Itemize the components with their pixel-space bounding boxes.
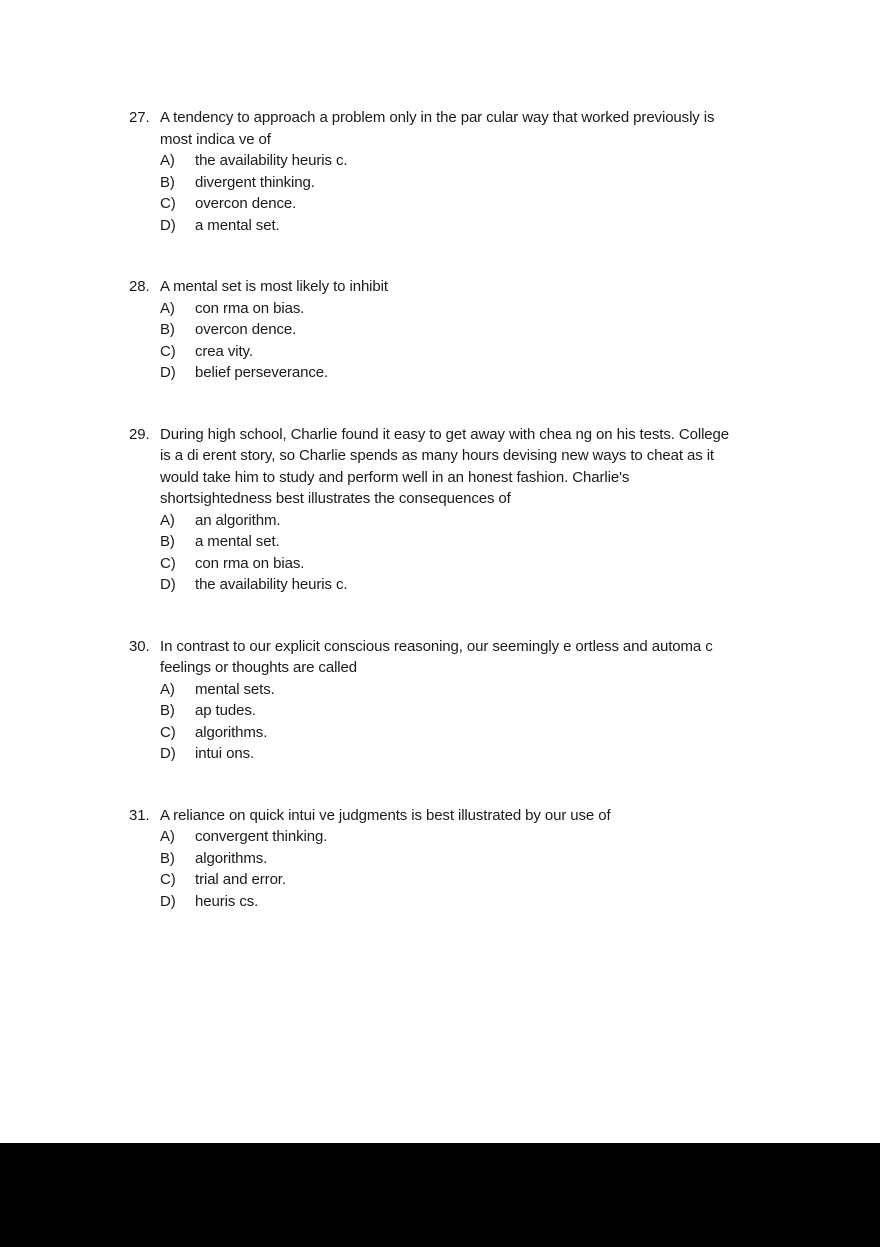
question-text-line: A reliance on quick intui ve judgments is best illustrated by our use of — [160, 806, 611, 824]
answer-option — [160, 298, 820, 320]
options-list — [160, 150, 820, 236]
question-block — [129, 805, 820, 913]
option-letter: A) — [160, 680, 175, 698]
option-letter: D) — [160, 216, 176, 234]
options-list — [160, 510, 820, 596]
question-text-line: most indica ve of — [160, 130, 271, 148]
options-list — [160, 298, 820, 384]
question-text — [160, 636, 820, 679]
question-body — [160, 636, 820, 765]
answer-option — [160, 722, 820, 744]
bottom-black-bar — [0, 1143, 880, 1247]
option-letter: C) — [160, 195, 176, 212]
question-text-line: is a di erent story, so Charlie spends as many hours devising new ways to cheat as it — [160, 447, 714, 464]
question-number: 27. — [129, 109, 150, 126]
answer-option — [160, 848, 820, 870]
question-number: 29. — [129, 425, 150, 443]
question-text — [160, 424, 820, 510]
question-text-line: A mental set is most likely to inhibit — [160, 278, 388, 295]
question-body — [160, 107, 820, 236]
answer-option — [160, 679, 820, 701]
answer-option — [160, 319, 820, 341]
answer-option — [160, 531, 820, 553]
option-text: mental sets. — [195, 680, 275, 698]
option-letter: B) — [160, 533, 175, 550]
answer-option — [160, 362, 820, 384]
question-text — [160, 276, 820, 298]
option-letter: A) — [160, 828, 175, 845]
option-letter: C) — [160, 871, 176, 888]
options-list — [160, 826, 820, 912]
option-text: trial and error. — [195, 871, 286, 888]
option-text: the availability heuris c. — [195, 152, 348, 169]
question-number: 31. — [129, 806, 150, 824]
option-text: the availability heuris c. — [195, 576, 348, 593]
answer-option — [160, 553, 820, 575]
answer-option — [160, 172, 820, 194]
option-letter: C) — [160, 342, 176, 360]
question-text — [160, 805, 820, 827]
question-body — [160, 805, 820, 913]
option-letter: A) — [160, 152, 175, 169]
question-text-line: A tendency to approach a problem only in the par cular way that worked previously is — [160, 109, 715, 126]
answer-option — [160, 869, 820, 891]
option-text: overcon dence. — [195, 321, 297, 338]
option-text: intui ons. — [195, 745, 255, 762]
question-text-line: During high school, Charlie found it easy to get away with chea ng on his tests. College — [160, 425, 730, 443]
option-letter: D) — [160, 576, 176, 593]
question-number: 28. — [129, 278, 150, 295]
question-text-line: shortsightedness best illustrates the consequences of — [160, 490, 511, 507]
option-text: crea vity. — [195, 342, 253, 360]
option-letter: B) — [160, 702, 175, 719]
question-body — [160, 276, 820, 384]
option-letter: D) — [160, 892, 176, 910]
option-letter: B) — [160, 849, 175, 867]
option-text: con rma on bias. — [195, 299, 305, 317]
question-block — [129, 276, 820, 384]
answer-option — [160, 510, 820, 532]
option-letter: D) — [160, 745, 176, 762]
option-text: ap tudes. — [195, 702, 256, 719]
question-block — [129, 424, 820, 596]
option-letter: A) — [160, 299, 175, 317]
question-block — [129, 636, 820, 765]
question-number: 30. — [129, 637, 150, 655]
option-text: algorithms. — [195, 849, 268, 867]
options-list — [160, 679, 820, 765]
answer-option — [160, 700, 820, 722]
option-letter: A) — [160, 511, 175, 529]
option-text: heuris cs. — [195, 892, 259, 910]
option-letter: B) — [160, 321, 175, 338]
question-block — [129, 107, 820, 236]
answer-option — [160, 826, 820, 848]
answer-option — [160, 150, 820, 172]
questions-list — [129, 107, 820, 952]
option-letter: C) — [160, 723, 176, 741]
option-text: algorithms. — [195, 723, 268, 741]
answer-option — [160, 215, 820, 237]
question-text-line: would take him to study and perform well in an honest fashion. Charlie's — [160, 468, 630, 486]
option-text: an algorithm. — [195, 511, 281, 529]
answer-option — [160, 574, 820, 596]
option-text: divergent thinking. — [195, 173, 315, 191]
question-body — [160, 424, 820, 596]
option-letter: B) — [160, 173, 175, 191]
question-text — [160, 107, 820, 150]
option-text: convergent thinking. — [195, 828, 328, 845]
option-letter: C) — [160, 554, 176, 572]
answer-option — [160, 341, 820, 363]
option-text: overcon dence. — [195, 195, 297, 212]
option-text: belief perseverance. — [195, 364, 329, 381]
question-text-line: In contrast to our explicit conscious reasoning, our seemingly e ortless and automa c — [160, 637, 713, 655]
option-text: con rma on bias. — [195, 554, 305, 572]
option-letter: D) — [160, 364, 176, 381]
question-text-line: feelings or thoughts are called — [160, 659, 358, 676]
option-text: a mental set. — [195, 533, 280, 550]
answer-option — [160, 193, 820, 215]
answer-option — [160, 891, 820, 913]
option-text: a mental set. — [195, 216, 280, 234]
answer-option — [160, 743, 820, 765]
